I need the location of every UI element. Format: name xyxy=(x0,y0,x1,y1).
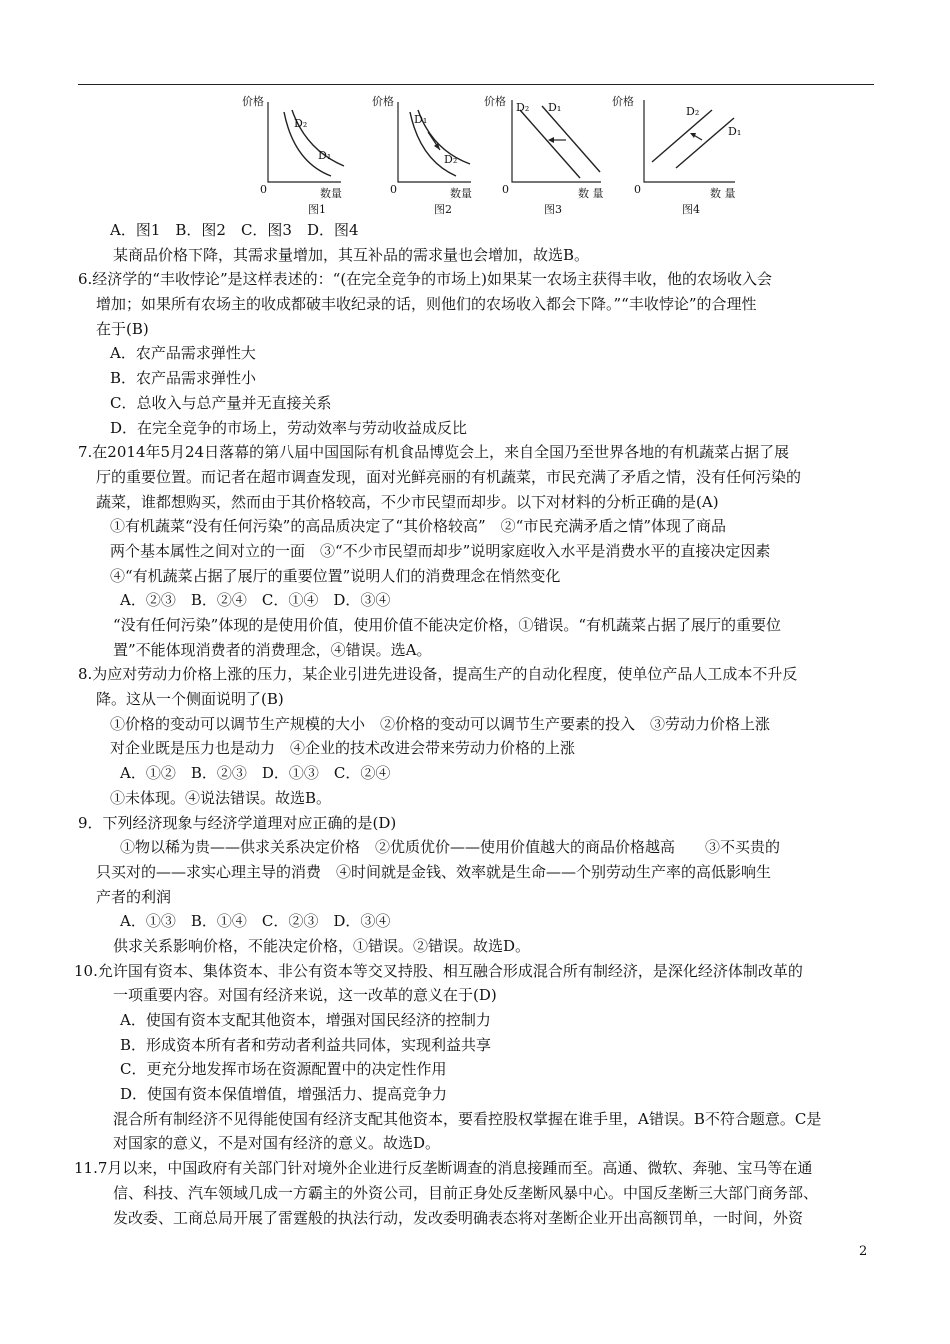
page-number: 2 xyxy=(859,1244,868,1259)
q6-option-a: A．农产品需求弹性大 xyxy=(110,344,256,363)
q6-option-c: C．总收入与总产量并无直接关系 xyxy=(110,393,332,412)
q7-stem-2: 厅的重要位置。而记者在超市调查发现，面对光鲜亮丽的有机蔬菜，市民充满了矛盾之情，没有任何污染的 xyxy=(96,467,802,486)
q9-options: A．①③ B．①④ C．②③ D．③④ xyxy=(120,912,391,931)
figure-2-ylabel: 价格 xyxy=(372,95,394,108)
figure-2-curve-label-a: D₁ xyxy=(414,113,428,126)
figure-2-curve-label-b: D₂ xyxy=(444,153,458,166)
q11-stem-2: 信、科技、汽车领域几成一方霸主的外资公司，目前正身处反垄断风暴中心。中国反垄断三大部门商务部、 xyxy=(113,1183,819,1202)
q10-explanation-2: 对国家的意义，不是对国有经济的意义。故选D。 xyxy=(113,1134,441,1153)
q9-explanation: 供求关系影响价格，不能决定价格，①错误。②错误。故选D。 xyxy=(113,936,531,955)
figure-1-graph xyxy=(236,92,366,222)
figure-4-xlabel: 数 量 xyxy=(710,187,736,200)
q8-stem-2: 降。这从一个侧面说明了(B) xyxy=(96,690,284,709)
figure-4-caption: 图4 xyxy=(682,203,700,216)
q10-option-a: A．使国有资本支配其他资本，增强对国民经济的控制力 xyxy=(120,1011,491,1029)
q6-option-d: D．在完全竞争的市场上，劳动效率与劳动收益成反比 xyxy=(110,418,468,437)
q10-option-d: D．使国有资本保值增值，增强活力、提高竞争力 xyxy=(120,1085,448,1104)
figure-1-caption: 图1 xyxy=(308,203,326,216)
figure-2-xlabel: 数量 xyxy=(450,187,472,200)
q7-explanation-1: “没有任何污染”体现的是使用价值，使用价值不能决定价格，①错误。“有机蔬菜占据了展厅的重要位 xyxy=(113,616,782,634)
q6-stem-2: 增加；如果所有农场主的收成都破丰收纪录的话，则他们的农场收入都会下降。”“丰收悖论”的合理性 xyxy=(96,295,757,314)
figure-4-ylabel: 价格 xyxy=(612,95,634,108)
q9-statements-1: ①物以稀为贵——供求关系决定价格 ②优质优价——使用价值越大的商品价格越高 ③不买贵的 xyxy=(120,838,781,857)
q6-stem-3: 在于(B) xyxy=(96,319,149,338)
figure-4-curve-label-a: D₂ xyxy=(686,105,700,118)
figure-1-curve-label-a: D₂ xyxy=(294,117,308,130)
q7-stem-3: 蔬菜，谁都想购买，然而由于其价格较高，不少市民望而却步。以下对材料的分析正确的是(A) xyxy=(96,492,719,511)
page-body xyxy=(74,218,886,1230)
q7-statements-1: ①有机蔬菜“没有任何污染”的高品质决定了“其价格较高” ②“市民充满矛盾之情”体现了商品 xyxy=(110,517,727,536)
q11-stem-3: 发改委、工商总局开展了雷霆般的执法行动，发改委明确表态将对垄断企业开出高额罚单，一时间，外资 xyxy=(113,1208,804,1227)
q11-stem-1: 11.7月以来，中国政府有关部门针对境外企业进行反垄断调查的消息接踵而至。高通、微软、奔驰、宝马等在通 xyxy=(74,1159,813,1178)
figure-3-curve-label-a: D₂ xyxy=(516,101,530,114)
q5-explanation: 某商品价格下降，其需求量增加，其互补品的需求量也会增加，故选B。 xyxy=(113,245,590,264)
figure-3-xlabel: 数 量 xyxy=(578,187,604,200)
figure-2 xyxy=(366,92,496,222)
q10-option-b: B．形成资本所有者和劳动者利益共同体，实现利益共享 xyxy=(120,1035,492,1054)
q8-explanation: ①未体现。④说法错误。故选B。 xyxy=(110,788,332,807)
q8-options: A．①② B．②③ D．①③ C．②④ xyxy=(120,764,391,783)
figure-1-origin: 0 xyxy=(260,183,267,196)
figure-2-graph xyxy=(366,92,496,222)
figure-2-caption: 图2 xyxy=(434,203,452,216)
q10-option-c: C．更充分地发挥市场在资源配置中的决定性作用 xyxy=(120,1060,447,1079)
q7-statements-3: ④“有机蔬菜占据了展厅的重要位置”说明人们的消费理念在悄然变化 xyxy=(110,566,561,585)
q10-stem-2: 一项重要内容。对国有经济来说，这一改革的意义在于(D) xyxy=(113,986,497,1005)
figure-1 xyxy=(236,92,366,222)
q6-stem-1: 6.经济学的“丰收悖论”是这样表述的：“(在完全竞争的市场上)如果某一农场主获得丰收，他的农场收入会 xyxy=(78,270,773,289)
q5-options: A．图1 B．图2 C．图3 D．图4 xyxy=(110,221,359,239)
figure-3-ylabel: 价格 xyxy=(484,95,506,108)
figure-4 xyxy=(612,92,760,222)
q6-option-b: B．农产品需求弹性小 xyxy=(110,369,257,388)
q7-options: A．②③ B．②④ C．①④ D．③④ xyxy=(120,591,391,610)
header-rule xyxy=(78,84,874,85)
q7-stem-1: 7.在2014年5月24日落幕的第八届中国国际有机食品博览会上，来自全国乃至世界各地的有机蔬菜占据了展 xyxy=(78,443,790,462)
figure-4-curve-label-b: D₁ xyxy=(728,125,742,138)
q9-stem: 9．下列经济现象与经济学道理对应正确的是(D) xyxy=(78,813,397,832)
figure-1-curve-label-b: D₁ xyxy=(318,149,332,162)
figure-3 xyxy=(484,92,626,222)
q10-explanation-1: 混合所有制经济不见得能使国有经济支配其他资本，要看控股权掌握在谁手里，A错误。B不符合题意。C是 xyxy=(113,1109,822,1128)
figure-2-origin: 0 xyxy=(390,183,397,196)
q7-statements-2: 两个基本属性之间对立的一面 ③“不少市民望而却步”说明家庭收入水平是消费水平的直接决定因素 xyxy=(110,541,771,560)
q9-statements-2: 只买对的——求实心理主导的消费 ④时间就是金钱、效率就是生命——个别劳动生产率的高低影响生 xyxy=(96,862,772,881)
q8-statements-1: ①价格的变动可以调节生产规模的大小 ②价格的变动可以调节生产要素的投入 ③劳动力价格上涨 xyxy=(110,714,771,733)
q7-explanation-2: 置”不能体现消费者的消费理念，④错误。选A。 xyxy=(113,640,432,659)
figure-3-origin: 0 xyxy=(502,183,509,196)
figure-1-xlabel: 数量 xyxy=(320,187,342,200)
q10-stem-1: 10.允许国有资本、集体资本、非公有资本等交叉持股、相互融合形成混合所有制经济，是深化经济体制改革的 xyxy=(74,961,803,980)
demand-curve-figures xyxy=(236,92,776,222)
q8-statements-2: 对企业既是压力也是动力 ④企业的技术改进会带来劳动力价格的上涨 xyxy=(110,739,576,758)
figure-1-ylabel: 价格 xyxy=(242,95,264,108)
q8-stem-1: 8.为应对劳动力价格上涨的压力，某企业引进先进设备，提高生产的自动化程度，使单位产品人工成本不升反 xyxy=(78,665,798,684)
figure-3-curve-label-b: D₁ xyxy=(548,101,562,114)
q9-statements-3: 产者的利润 xyxy=(96,887,172,906)
figure-4-origin: 0 xyxy=(634,183,641,196)
figure-3-caption: 图3 xyxy=(544,203,562,216)
